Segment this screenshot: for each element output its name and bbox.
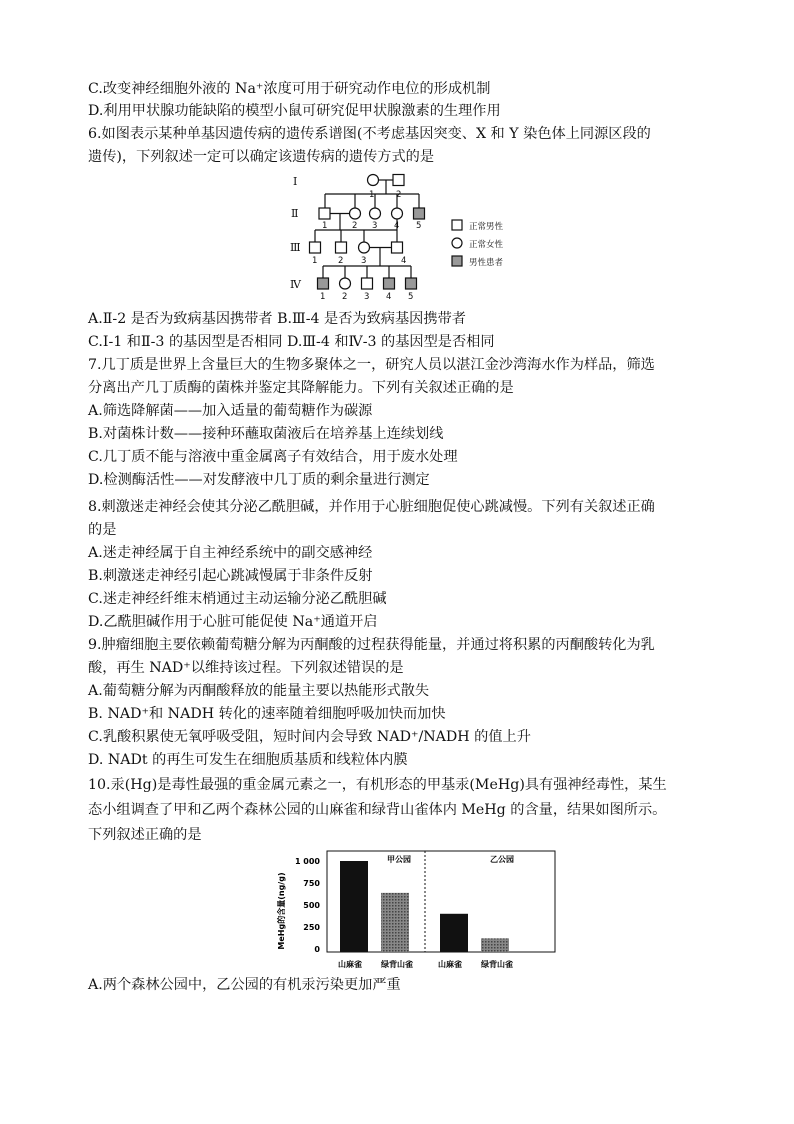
line-2: D.利用甲状腺功能缺陷的模型小鼠可研究促甲状腺激素的生理作用 bbox=[88, 103, 501, 119]
gen-label-4: Ⅳ bbox=[290, 278, 301, 291]
gen3-num-3: 3 bbox=[361, 256, 367, 266]
x-category-label-3: 山麻雀 bbox=[438, 960, 462, 969]
gen2-num-2: 2 bbox=[352, 221, 358, 231]
line-11: C.几丁质不能与溶液中重金属离子有效结合，用于废水处理 bbox=[88, 449, 458, 465]
gen2-num-3: 3 bbox=[372, 221, 378, 231]
gen1-num-2: 2 bbox=[396, 190, 402, 200]
line-27: 下列叙述正确的是 bbox=[88, 827, 202, 843]
line-7: 7.几丁质是世界上含量巨大的生物多聚体之一，研究人员以湛江金沙湾海水作为样品，筛选 bbox=[88, 357, 655, 373]
legend-normal-female-icon bbox=[452, 238, 462, 248]
gen3-num-2: 2 bbox=[338, 256, 344, 266]
pedigree-chart bbox=[285, 170, 565, 305]
legend-normal-male: 正常男性 bbox=[469, 222, 504, 232]
ytick-500: 500 bbox=[303, 901, 320, 910]
bar-1 bbox=[340, 861, 368, 952]
line-20: 酸，再生 NAD⁺以维持该过程。下列叙述错误的是 bbox=[88, 660, 404, 676]
gen2-num-1: 1 bbox=[322, 221, 328, 231]
line-25: 10.汞(Hg)是毒性最强的重金属元素之一，有机形态的甲基汞(MeHg)具有强神经毒性，某生 bbox=[88, 777, 667, 793]
group-label-yi: 乙公园 bbox=[490, 855, 514, 864]
line-19: 9.肿瘤细胞主要依赖葡萄糖分解为丙酮酸的过程获得能量，并通过将积累的丙酮酸转化为乳 bbox=[88, 637, 655, 653]
gen2-num-5: 5 bbox=[416, 221, 422, 231]
line-10: B.对菌株计数——接种环蘸取菌液后在培养基上连续划线 bbox=[88, 426, 444, 442]
line-15: A.迷走神经属于自主神经系统中的副交感神经 bbox=[88, 545, 373, 561]
line-13: 8.刺激迷走神经会使其分泌乙酰胆碱，并作用于心脏细胞促使心跳减慢。下列有关叙述正确 bbox=[88, 499, 655, 515]
line-6: C.Ⅰ-1 和Ⅱ-3 的基因型是否相同 D.Ⅲ-4 和Ⅳ-3 的基因型是否相同 bbox=[88, 334, 495, 350]
legend-normal-male-icon bbox=[452, 220, 462, 230]
legend-affected-male-icon bbox=[452, 256, 462, 266]
chart-ylabel: MeHg的含量(ng/g) bbox=[277, 872, 286, 950]
line-4: 遗传)，下列叙述一定可以确定该遗传病的遗传方式的是 bbox=[88, 149, 435, 165]
x-category-label-1: 山麻雀 bbox=[338, 960, 362, 969]
ytick-250: 250 bbox=[303, 923, 320, 932]
gen3-male-1 bbox=[310, 242, 321, 253]
gen4-num-4: 4 bbox=[386, 292, 392, 302]
gen3-num-4: 4 bbox=[401, 256, 407, 266]
legend-affected-male: 男性患者 bbox=[469, 258, 504, 268]
gen4-male-5-affected bbox=[406, 278, 417, 289]
line-24: D. NADt 的再生可发生在细胞质基质和线粒体内膜 bbox=[88, 752, 408, 768]
bar-4 bbox=[481, 938, 509, 952]
gen1-female-1 bbox=[368, 175, 379, 186]
legend-normal-female: 正常女性 bbox=[469, 240, 504, 250]
line-14: 的是 bbox=[88, 522, 117, 538]
group-label-jia: 甲公园 bbox=[387, 855, 411, 864]
gen-label-1: Ⅰ bbox=[293, 175, 298, 188]
line-1: C.改变神经细胞外液的 Na⁺浓度可用于研究动作电位的形成机制 bbox=[88, 81, 491, 97]
ytick-1000: 1 000 bbox=[294, 857, 320, 866]
gen3-num-1: 1 bbox=[312, 256, 318, 266]
gen4-num-2: 2 bbox=[342, 292, 348, 302]
gen2-female-2 bbox=[350, 208, 361, 219]
x-category-label-4: 绿背山雀 bbox=[481, 960, 513, 969]
gen2-male-1 bbox=[319, 208, 330, 219]
x-category-label-2: 绿背山雀 bbox=[381, 960, 413, 969]
gen3-male-2 bbox=[336, 242, 347, 253]
gen4-male-3 bbox=[362, 278, 373, 289]
line-12: D.检测酶活性——对发酵液中几丁质的剩余量进行测定 bbox=[88, 472, 430, 488]
gen3-male-4 bbox=[392, 242, 403, 253]
bar-3 bbox=[440, 914, 468, 952]
gen-label-3: Ⅲ bbox=[290, 241, 301, 254]
gen4-num-1: 1 bbox=[320, 292, 326, 302]
gen3-female-3 bbox=[359, 242, 370, 253]
gen2-male-5-affected bbox=[414, 208, 425, 219]
bar-2 bbox=[381, 893, 409, 952]
mehg-bar-chart bbox=[272, 845, 562, 973]
gen1-num-1: 1 bbox=[369, 190, 375, 200]
line-8: 分离出产几丁质酶的菌株并鉴定其降解能力。下列有关叙述正确的是 bbox=[88, 380, 514, 396]
gen4-num-3: 3 bbox=[364, 292, 370, 302]
line-28: A.两个森林公园中，乙公园的有机汞污染更加严重 bbox=[88, 977, 401, 993]
ytick-750: 750 bbox=[303, 879, 320, 888]
line-22: B. NAD⁺和 NADH 转化的速率随着细胞呼吸加快而加快 bbox=[88, 706, 446, 722]
ytick-0: 0 bbox=[314, 945, 320, 954]
gen-label-2: Ⅱ bbox=[291, 207, 299, 220]
line-26: 态小组调查了甲和乙两个森林公园的山麻雀和绿背山雀体内 MeHg 的含量，结果如图所示。 bbox=[88, 802, 667, 818]
gen4-female-2 bbox=[340, 278, 351, 289]
line-23: C.乳酸积累使无氧呼吸受阻，短时间内会导致 NAD⁺/NADH 的值上升 bbox=[88, 729, 531, 745]
gen2-num-4: 4 bbox=[394, 221, 400, 231]
line-17: C.迷走神经纤维末梢通过主动运输分泌乙酰胆碱 bbox=[88, 591, 387, 607]
gen4-male-4-affected bbox=[384, 278, 395, 289]
gen4-num-5: 5 bbox=[408, 292, 414, 302]
line-21: A.葡萄糖分解为丙酮酸释放的能量主要以热能形式散失 bbox=[88, 683, 430, 699]
gen2-female-3 bbox=[370, 208, 381, 219]
line-5: A.Ⅱ-2 是否为致病基因携带者 B.Ⅲ-4 是否为致病基因携带者 bbox=[88, 311, 466, 327]
line-16: B.刺激迷走神经引起心跳减慢属于非条件反射 bbox=[88, 568, 373, 584]
gen4-male-1-affected bbox=[318, 278, 329, 289]
gen1-male-2 bbox=[393, 175, 404, 186]
line-9: A.筛选降解菌——加入适量的葡萄糖作为碳源 bbox=[88, 403, 373, 419]
line-3: 6.如图表示某种单基因遗传病的遗传系谱图(不考虑基因突变、X 和 Y 染色体上同源区段的 bbox=[88, 126, 651, 142]
line-18: D.乙酰胆碱作用于心脏可能促使 Na⁺通道开启 bbox=[88, 614, 378, 630]
gen2-female-4 bbox=[392, 208, 403, 219]
